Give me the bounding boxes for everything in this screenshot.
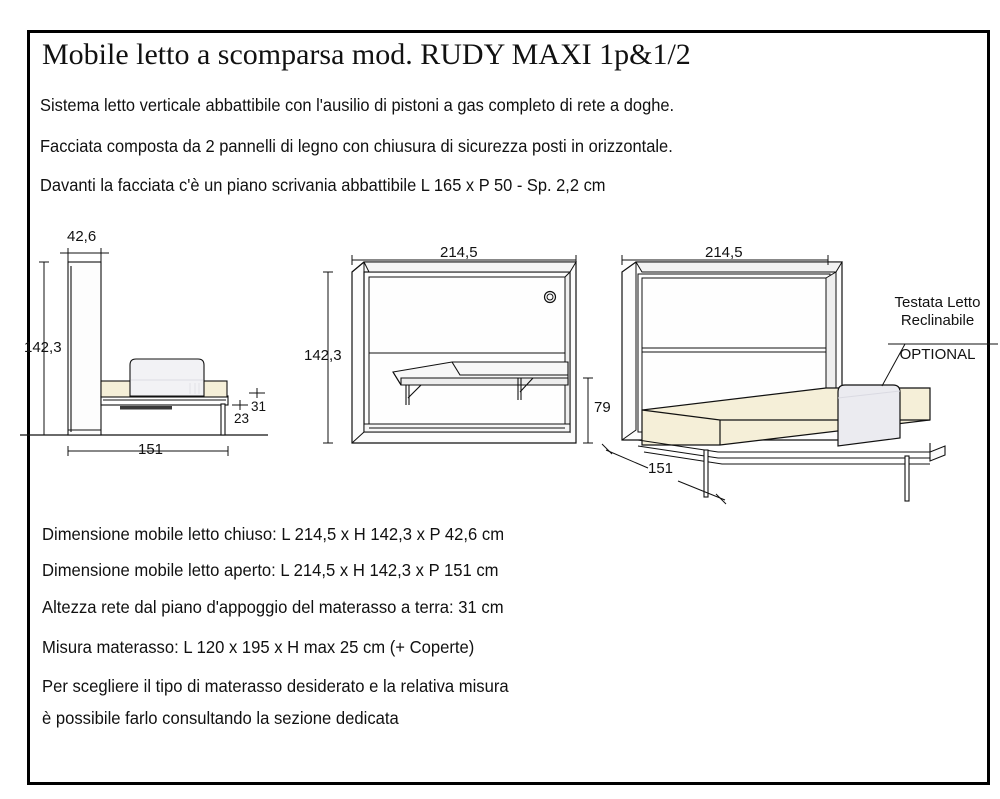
front-view-dim-width: 214,5 [440, 244, 478, 261]
page-title: Mobile letto a scomparsa mod. RUDY MAXI 1p&1/2 [42, 38, 691, 71]
intro-line-2: Facciata composta da 2 pannelli di legno con chiusura di sicurezza posti in orizzontale. [40, 136, 673, 156]
spec-line-3: Altezza rete dal piano d'appoggio del materasso a terra: 31 cm [42, 597, 504, 617]
front-view-drawing [300, 0, 620, 480]
side-view-dim-open-depth: 151 [138, 441, 164, 458]
annotation-line-3: OPTIONAL [899, 346, 976, 363]
intro-line-1: Sistema letto verticale abbattibile con l'ausilio di pistoni a gas completo di rete a doghe. [40, 95, 675, 115]
front-view-dim-height: 142,3 [304, 347, 342, 364]
perspective-view-dim-width: 214,5 [705, 244, 743, 261]
annotation-line-1: Testata Letto [894, 294, 981, 311]
spec-line-5: Per scegliere il tipo di materasso desiderato e la relativa misura [42, 676, 509, 696]
spec-line-2: Dimensione mobile letto aperto: L 214,5 x H 142,3 x P 151 cm [42, 560, 499, 580]
spec-line-1: Dimensione mobile letto chiuso: L 214,5 x H 142,3 x P 42,6 cm [42, 524, 505, 544]
side-view-dim-slat-height: 23 [234, 411, 250, 426]
side-view-drawing [0, 0, 320, 480]
intro-line-3: Davanti la facciata c'è un piano scrivania abbattibile L 165 x P 50 - Sp. 2,2 cm [40, 175, 606, 195]
perspective-view-drawing [600, 0, 1000, 520]
front-view-dim-desk-height: 79 [594, 399, 611, 416]
side-view-dim-height: 142,3 [24, 339, 62, 356]
perspective-view-dim-depth: 151 [648, 460, 674, 477]
spec-line-4: Misura materasso: L 120 x 195 x H max 25 cm (+ Coperte) [42, 637, 475, 657]
side-view-dim-bed-height: 31 [251, 399, 267, 414]
spec-line-6: è possibile farlo consultando la sezione dedicata [42, 708, 399, 728]
annotation-line-2: Reclinabile [900, 312, 975, 329]
side-view-dim-depth: 42,6 [67, 228, 97, 245]
